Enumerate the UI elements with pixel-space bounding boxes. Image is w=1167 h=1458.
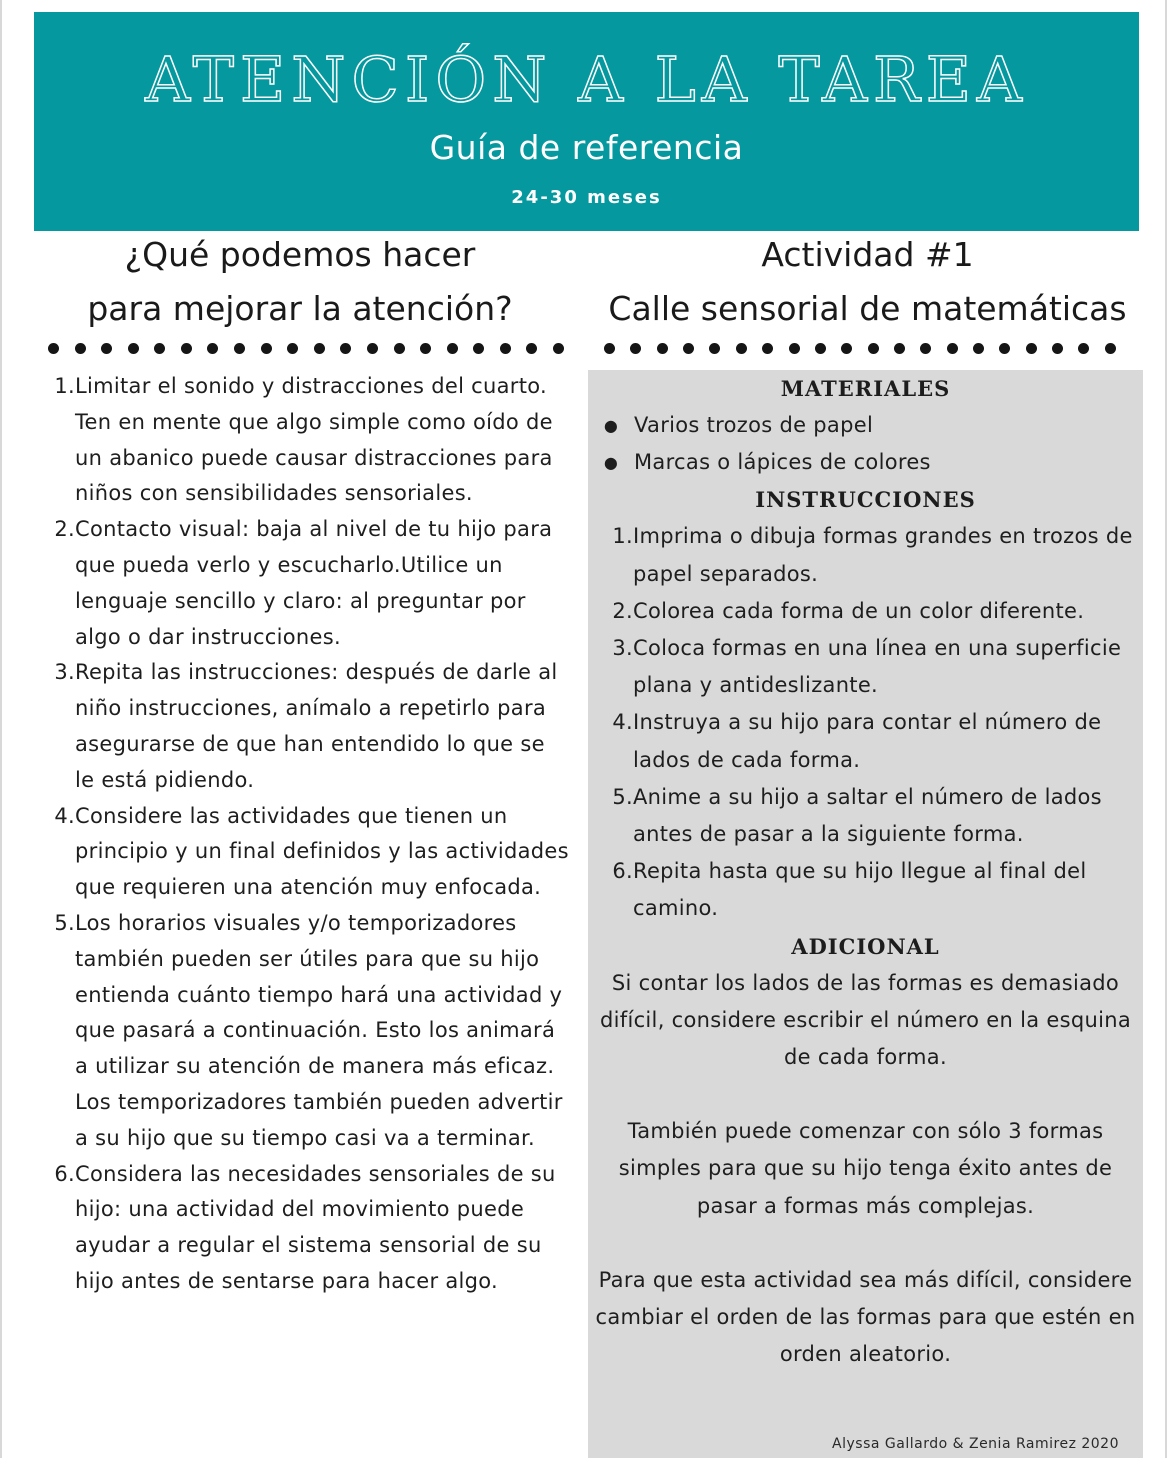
list-item-number: 4. — [612, 710, 633, 735]
left-heading-line2: para mejorar la atención? — [87, 289, 513, 328]
additional-heading: ADICIONAL — [791, 933, 940, 959]
divider-dot — [973, 343, 984, 354]
list-item-text: Repita las instrucciones: después de darle al niño instrucciones, anímalo a repetirlo para asegurarse de que han entendido lo que se le está pidiendo. — [75, 660, 558, 792]
list-item — [588, 407, 1143, 444]
divider-dot — [947, 343, 958, 354]
list-item-text: Imprima o dibuja formas grandes en trozos de papel separados. — [633, 524, 1133, 586]
list-item-number: 3. — [612, 636, 633, 661]
divider-dot — [75, 343, 86, 354]
tips-list — [40, 369, 570, 1300]
divider-dot — [920, 343, 931, 354]
list-item-text: Los horarios visuales y/o temporizadores también pueden ser útiles para que su hijo entienda cuánto tiempo hará una actividad y que pasará a continuación. Esto los animará a utilizar su atención de manera más eficaz. Los temporizadores también pueden advertir a su hijo que su tiempo casi va a terminar. — [75, 910, 563, 1150]
right-heading-line1: Actividad #1 — [761, 235, 974, 274]
divider-dot — [657, 343, 668, 354]
list-item-text: Contacto visual: baja al nivel de tu hijo para que pueda verlo y escucharlo.Utilice un lenguaje sencillo y claro: al preguntar por algo o dar instrucciones. — [75, 517, 553, 649]
list-item-number: 6. — [54, 1161, 75, 1186]
divider-dot — [101, 343, 112, 354]
list-item-number: 1. — [612, 524, 633, 549]
list-item — [588, 853, 1143, 927]
divider-dot — [553, 343, 564, 354]
divider-dot — [340, 343, 351, 354]
list-item-number: 3. — [54, 660, 75, 685]
list-item — [40, 369, 570, 512]
additional-paragraph: Para que esta actividad sea más difícil, considere cambiar el orden de las formas para que estén en orden aleatorio. — [595, 1267, 1136, 1367]
list-item — [588, 779, 1143, 853]
list-item-number: 1. — [54, 374, 75, 398]
divider-dot — [181, 343, 192, 354]
additional-paragraph: Si contar los lados de las formas es demasiado difícil, considere escribir el número en la esquina de cada forma. — [599, 970, 1132, 1070]
divider-dot — [154, 343, 165, 354]
list-item — [40, 906, 570, 1157]
list-item — [588, 444, 1143, 481]
divider-dot — [473, 343, 484, 354]
divider-dot — [999, 343, 1010, 354]
instructions-heading: INSTRUCCIONES — [755, 487, 976, 513]
list-item-number: 6. — [612, 859, 633, 884]
list-item — [588, 593, 1143, 630]
age-range: 24-30 meses — [511, 187, 662, 208]
divider-dot — [868, 343, 879, 354]
list-item — [588, 704, 1143, 778]
list-item-number: 5. — [612, 784, 633, 809]
list-item-text: Coloca formas en una línea en una superficie plana y antideslizante. — [633, 636, 1122, 698]
divider-dot — [1105, 343, 1116, 354]
list-item — [40, 512, 570, 655]
additional-paragraph: También puede comenzar con sólo 3 formas simples para que su hijo tenga éxito antes de pasar a formas más complejas. — [618, 1119, 1113, 1218]
page-border-left — [0, 0, 2, 1458]
divider-dot — [762, 343, 773, 354]
right-column-heading — [590, 228, 1145, 336]
divider-dot — [234, 343, 245, 354]
divider-dot — [447, 343, 458, 354]
header-banner — [34, 12, 1139, 231]
page-title: ATENCIÓN A LA TAREA — [145, 43, 1028, 116]
additional-notes — [588, 965, 1143, 1374]
list-item-text: Instruya a su hijo para contar el número de lados de cada forma. — [633, 710, 1102, 772]
divider-dot — [789, 343, 800, 354]
list-item-text: Limitar el sonido y distracciones del cuarto. Ten en mente que algo simple como oído de un abanico puede causar distracciones para niños con sensibilidades sensoriales. — [75, 374, 553, 506]
list-item-text: Colorea cada forma de un color diferente. — [633, 598, 1085, 623]
divider-dot — [420, 343, 431, 354]
right-heading-line2: Calle sensorial de matemáticas — [608, 289, 1127, 328]
list-item-number: 4. — [54, 803, 75, 828]
list-item — [588, 518, 1143, 592]
list-item — [40, 799, 570, 906]
list-item-text: Repita hasta que su hijo llegue al final del camino. — [633, 859, 1087, 921]
divider-dot — [1078, 343, 1089, 354]
divider-dot — [894, 343, 905, 354]
divider-dot — [630, 343, 641, 354]
list-item-number: 2. — [612, 598, 633, 623]
divider-dot — [261, 343, 272, 354]
divider-dot — [709, 343, 720, 354]
materials-list — [588, 407, 1143, 481]
divider-dot — [207, 343, 218, 354]
page-subtitle: Guía de referencia — [429, 128, 744, 167]
dotted-divider-left — [48, 340, 564, 356]
divider-dot — [500, 343, 511, 354]
divider-dot — [1026, 343, 1037, 354]
list-item-text: Varios trozos de papel — [634, 413, 874, 437]
divider-dot — [314, 343, 325, 354]
divider-dot — [287, 343, 298, 354]
divider-dot — [683, 343, 694, 354]
list-item — [40, 655, 570, 798]
divider-dot — [367, 343, 378, 354]
divider-dot — [526, 343, 537, 354]
left-column-heading — [40, 228, 560, 336]
divider-dot — [841, 343, 852, 354]
divider-dot — [128, 343, 139, 354]
bullet-icon: ● — [603, 416, 619, 435]
list-item-text: Considera las necesidades sensoriales de su hijo: una actividad del movimiento puede ayudar a regular el sistema sensorial de su hijo antes de sentarse para hacer algo. — [75, 1161, 556, 1293]
activity-panel — [588, 370, 1143, 1458]
bullet-icon: ● — [603, 453, 619, 473]
materials-heading: MATERIALES — [780, 376, 951, 401]
left-heading-line1: ¿Qué podemos hacer — [124, 235, 476, 274]
list-item-text: Considere las actividades que tienen un principio y un final definidos y las actividades que requieren una atención muy enfocada. — [75, 803, 569, 900]
dotted-divider-right — [604, 340, 1116, 356]
divider-dot — [736, 343, 747, 354]
author-credit: Alyssa Gallardo & Zenia Ramirez 2020 — [832, 1436, 1119, 1452]
divider-dot — [1052, 343, 1063, 354]
list-item-number: 5. — [54, 910, 75, 935]
list-item-text: Anime a su hijo a saltar el número de lados antes de pasar a la siguiente forma. — [633, 784, 1102, 847]
divider-dot — [604, 343, 615, 354]
list-item — [588, 630, 1143, 704]
divider-dot — [48, 343, 59, 354]
instructions-list — [588, 518, 1143, 927]
divider-dot — [394, 343, 405, 354]
list-item-number: 2. — [54, 517, 75, 542]
divider-dot — [815, 343, 826, 354]
list-item — [40, 1157, 570, 1300]
list-item-text: Marcas o lápices de colores — [634, 450, 931, 475]
